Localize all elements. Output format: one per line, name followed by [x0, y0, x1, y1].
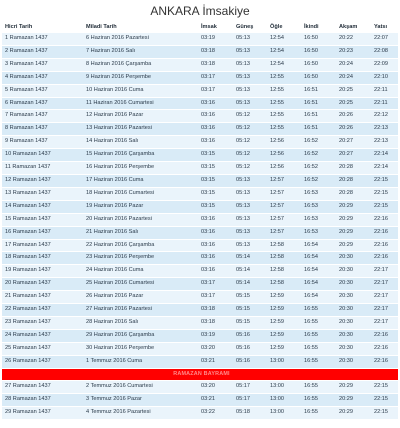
gunes-cell: 05:15: [233, 316, 267, 329]
ikindi-cell: 16:53: [301, 213, 336, 226]
hicri-date-cell: 22 Ramazan 1437: [2, 304, 83, 317]
ikindi-cell: 16:55: [301, 329, 336, 342]
table-row: [2, 239, 398, 252]
aksam-cell: 20:26: [336, 123, 371, 136]
aksam-cell: 20:30: [336, 278, 371, 291]
ikindi-cell: 16:52: [301, 162, 336, 175]
hicri-date-cell: 10 Ramazan 1437: [2, 149, 83, 162]
yatsi-cell: 22:10: [371, 71, 398, 84]
hicri-date-cell: 25 Ramazan 1437: [2, 342, 83, 355]
aksam-cell: 20:26: [336, 110, 371, 123]
table-row: [2, 110, 398, 123]
gunes-cell: 05:13: [233, 97, 267, 110]
hicri-date-cell: 2 Ramazan 1437: [2, 45, 83, 58]
ogle-cell: 12:55: [267, 97, 301, 110]
imsak-cell: 03:16: [198, 226, 233, 239]
ogle-cell: 12:56: [267, 136, 301, 149]
miladi-date-cell: 30 Haziran 2016 Perşembe: [83, 342, 198, 355]
aksam-cell: 20:29: [336, 239, 371, 252]
miladi-date-cell: 28 Haziran 2016 Salı: [83, 316, 198, 329]
table-row: [2, 33, 398, 46]
page-title: ANKARA İmsakiye: [150, 4, 250, 18]
imsak-cell: 03:19: [198, 33, 233, 46]
ogle-cell: 12:54: [267, 33, 301, 46]
ogle-cell: 12:57: [267, 200, 301, 213]
hicri-date-cell: 13 Ramazan 1437: [2, 187, 83, 200]
yatsi-cell: 22:11: [371, 97, 398, 110]
imsakiye-table: [2, 22, 398, 420]
gunes-cell: 05:14: [233, 265, 267, 278]
table-row: [2, 97, 398, 110]
hicri-date-cell: 20 Ramazan 1437: [2, 278, 83, 291]
imsak-cell: 03:15: [198, 187, 233, 200]
ogle-cell: 12:54: [267, 58, 301, 71]
miladi-date-cell: 3 Temmuz 2016 Pazar: [83, 394, 198, 407]
miladi-date-cell: 8 Haziran 2016 Çarşamba: [83, 58, 198, 71]
table-row: [2, 355, 398, 368]
yatsi-cell: 22:15: [371, 187, 398, 200]
ikindi-cell: 16:55: [301, 394, 336, 407]
ogle-cell: 12:54: [267, 45, 301, 58]
table-row: [2, 381, 398, 394]
ogle-cell: 12:56: [267, 149, 301, 162]
header-gunes: Güneş: [233, 22, 267, 33]
hicri-date-cell: 24 Ramazan 1437: [2, 329, 83, 342]
hicri-date-cell: 11 Ramazan 1437: [2, 162, 83, 175]
miladi-date-cell: 25 Haziran 2016 Cumartesi: [83, 278, 198, 291]
yatsi-cell: 22:15: [371, 394, 398, 407]
ikindi-cell: 16:55: [301, 407, 336, 420]
imsak-cell: 03:22: [198, 407, 233, 420]
table-row: [2, 265, 398, 278]
ikindi-cell: 16:52: [301, 149, 336, 162]
miladi-date-cell: 14 Haziran 2016 Salı: [83, 136, 198, 149]
ogle-cell: 12:58: [267, 265, 301, 278]
gunes-cell: 05:13: [233, 200, 267, 213]
gunes-cell: 05:14: [233, 278, 267, 291]
ogle-cell: 12:59: [267, 316, 301, 329]
yatsi-cell: 22:16: [371, 355, 398, 368]
aksam-cell: 20:30: [336, 316, 371, 329]
miladi-date-cell: 12 Haziran 2016 Pazar: [83, 110, 198, 123]
yatsi-cell: 22:15: [371, 174, 398, 187]
ogle-cell: 12:57: [267, 226, 301, 239]
ikindi-cell: 16:54: [301, 291, 336, 304]
ogle-cell: 13:00: [267, 355, 301, 368]
gunes-cell: 05:16: [233, 355, 267, 368]
imsak-cell: 03:15: [198, 149, 233, 162]
table-row: [2, 174, 398, 187]
ikindi-cell: 16:53: [301, 200, 336, 213]
ogle-cell: 12:55: [267, 71, 301, 84]
gunes-cell: 05:13: [233, 174, 267, 187]
gunes-cell: 05:13: [233, 33, 267, 46]
yatsi-cell: 22:15: [371, 381, 398, 394]
ogle-cell: 12:55: [267, 110, 301, 123]
table-header-row: [2, 22, 398, 33]
miladi-date-cell: 21 Haziran 2016 Salı: [83, 226, 198, 239]
imsak-cell: 03:16: [198, 265, 233, 278]
yatsi-cell: 22:07: [371, 33, 398, 46]
miladi-date-cell: 19 Haziran 2016 Pazar: [83, 200, 198, 213]
imsak-cell: 03:17: [198, 291, 233, 304]
hicri-date-cell: 5 Ramazan 1437: [2, 84, 83, 97]
yatsi-cell: 22:17: [371, 265, 398, 278]
imsak-cell: 03:16: [198, 239, 233, 252]
aksam-cell: 20:25: [336, 84, 371, 97]
imsak-cell: 03:15: [198, 174, 233, 187]
ogle-cell: 12:57: [267, 213, 301, 226]
ikindi-cell: 16:50: [301, 33, 336, 46]
table-row: [2, 84, 398, 97]
ogle-cell: 12:57: [267, 174, 301, 187]
ogle-cell: 12:57: [267, 187, 301, 200]
aksam-cell: 20:30: [336, 252, 371, 265]
aksam-cell: 20:28: [336, 162, 371, 175]
miladi-date-cell: 20 Haziran 2016 Pazartesi: [83, 213, 198, 226]
gunes-cell: 05:13: [233, 239, 267, 252]
gunes-cell: 05:13: [233, 58, 267, 71]
yatsi-cell: 22:16: [371, 239, 398, 252]
imsak-cell: 03:16: [198, 136, 233, 149]
gunes-cell: 05:18: [233, 407, 267, 420]
hicri-date-cell: 16 Ramazan 1437: [2, 226, 83, 239]
header-hicri: Hicri Tarih: [2, 22, 83, 33]
hicri-date-cell: 18 Ramazan 1437: [2, 252, 83, 265]
aksam-cell: 20:29: [336, 226, 371, 239]
ikindi-cell: 16:51: [301, 84, 336, 97]
hicri-date-cell: 23 Ramazan 1437: [2, 316, 83, 329]
aksam-cell: 20:29: [336, 381, 371, 394]
ogle-cell: 12:59: [267, 342, 301, 355]
ikindi-cell: 16:51: [301, 97, 336, 110]
imsak-cell: 03:20: [198, 342, 233, 355]
aksam-cell: 20:27: [336, 149, 371, 162]
ikindi-cell: 16:54: [301, 265, 336, 278]
hicri-date-cell: 1 Ramazan 1437: [2, 33, 83, 46]
header-ogle: Öğle: [267, 22, 301, 33]
hicri-date-cell: 17 Ramazan 1437: [2, 239, 83, 252]
gunes-cell: 05:15: [233, 304, 267, 317]
yatsi-cell: 22:17: [371, 291, 398, 304]
ogle-cell: 13:00: [267, 394, 301, 407]
imsak-cell: 03:16: [198, 213, 233, 226]
header-yatsi: Yatsı: [371, 22, 398, 33]
table-row: [2, 278, 398, 291]
ogle-cell: 13:00: [267, 381, 301, 394]
gunes-cell: 05:12: [233, 110, 267, 123]
hicri-date-cell: 29 Ramazan 1437: [2, 407, 83, 420]
miladi-date-cell: 17 Haziran 2016 Cuma: [83, 174, 198, 187]
aksam-cell: 20:25: [336, 97, 371, 110]
ikindi-cell: 16:55: [301, 304, 336, 317]
aksam-cell: 20:23: [336, 45, 371, 58]
ogle-cell: 13:00: [267, 407, 301, 420]
imsak-cell: 03:18: [198, 45, 233, 58]
aksam-cell: 20:29: [336, 394, 371, 407]
gunes-cell: 05:12: [233, 149, 267, 162]
imsak-cell: 03:19: [198, 329, 233, 342]
imsak-cell: 03:18: [198, 304, 233, 317]
header-aksam: Akşam: [336, 22, 371, 33]
ogle-cell: 12:59: [267, 291, 301, 304]
imsak-cell: 03:17: [198, 278, 233, 291]
gunes-cell: 05:13: [233, 226, 267, 239]
table-row: [2, 226, 398, 239]
yatsi-cell: 22:15: [371, 407, 398, 420]
ogle-cell: 12:58: [267, 252, 301, 265]
gunes-cell: 05:12: [233, 162, 267, 175]
imsak-cell: 03:16: [198, 97, 233, 110]
yatsi-cell: 22:14: [371, 149, 398, 162]
table-row: [2, 200, 398, 213]
table-row: [2, 407, 398, 420]
ogle-cell: 12:55: [267, 123, 301, 136]
yatsi-cell: 22:14: [371, 162, 398, 175]
yatsi-cell: 22:12: [371, 110, 398, 123]
table-row: [2, 45, 398, 58]
yatsi-cell: 22:08: [371, 45, 398, 58]
yatsi-cell: 22:17: [371, 316, 398, 329]
yatsi-cell: 22:13: [371, 123, 398, 136]
imsak-cell: 03:15: [198, 162, 233, 175]
imsak-cell: 03:17: [198, 84, 233, 97]
table-row: [2, 291, 398, 304]
aksam-cell: 20:30: [336, 265, 371, 278]
table-row: [2, 316, 398, 329]
aksam-cell: 20:22: [336, 33, 371, 46]
hicri-date-cell: 28 Ramazan 1437: [2, 394, 83, 407]
ikindi-cell: 16:54: [301, 278, 336, 291]
yatsi-cell: 22:16: [371, 329, 398, 342]
ikindi-cell: 16:55: [301, 381, 336, 394]
table-row: [2, 252, 398, 265]
imsak-cell: 03:18: [198, 316, 233, 329]
gunes-cell: 05:13: [233, 187, 267, 200]
aksam-cell: 20:30: [336, 304, 371, 317]
gunes-cell: 05:12: [233, 136, 267, 149]
hicri-date-cell: 27 Ramazan 1437: [2, 381, 83, 394]
gunes-cell: 05:17: [233, 381, 267, 394]
ikindi-cell: 16:52: [301, 136, 336, 149]
ikindi-cell: 16:50: [301, 58, 336, 71]
yatsi-cell: 22:16: [371, 213, 398, 226]
ogle-cell: 12:58: [267, 278, 301, 291]
bayram-label: RAMAZAN BAYRAMI: [2, 368, 398, 381]
yatsi-cell: 22:13: [371, 136, 398, 149]
miladi-date-cell: 26 Haziran 2016 Pazar: [83, 291, 198, 304]
table-row: [2, 123, 398, 136]
miladi-date-cell: 9 Haziran 2016 Perşembe: [83, 71, 198, 84]
hicri-date-cell: 19 Ramazan 1437: [2, 265, 83, 278]
hicri-date-cell: 9 Ramazan 1437: [2, 136, 83, 149]
ikindi-cell: 16:50: [301, 71, 336, 84]
imsak-cell: 03:16: [198, 123, 233, 136]
hicri-date-cell: 7 Ramazan 1437: [2, 110, 83, 123]
table-row: [2, 71, 398, 84]
table-row: [2, 149, 398, 162]
aksam-cell: 20:28: [336, 187, 371, 200]
ikindi-cell: 16:55: [301, 316, 336, 329]
gunes-cell: 05:13: [233, 45, 267, 58]
miladi-date-cell: 18 Haziran 2016 Cumartesi: [83, 187, 198, 200]
gunes-cell: 05:12: [233, 123, 267, 136]
hicri-date-cell: 8 Ramazan 1437: [2, 123, 83, 136]
miladi-date-cell: 2 Temmuz 2016 Cumartesi: [83, 381, 198, 394]
gunes-cell: 05:16: [233, 329, 267, 342]
miladi-date-cell: 16 Haziran 2016 Perşembe: [83, 162, 198, 175]
hicri-date-cell: 21 Ramazan 1437: [2, 291, 83, 304]
aksam-cell: 20:29: [336, 407, 371, 420]
miladi-date-cell: 27 Haziran 2016 Pazartesi: [83, 304, 198, 317]
hicri-date-cell: 14 Ramazan 1437: [2, 200, 83, 213]
gunes-cell: 05:14: [233, 252, 267, 265]
header-imsak: İmsak: [198, 22, 233, 33]
table-row: [2, 136, 398, 149]
ogle-cell: 12:58: [267, 239, 301, 252]
imsak-cell: 03:21: [198, 355, 233, 368]
ikindi-cell: 16:51: [301, 123, 336, 136]
ikindi-cell: 16:54: [301, 252, 336, 265]
aksam-cell: 20:24: [336, 58, 371, 71]
gunes-cell: 05:16: [233, 342, 267, 355]
yatsi-cell: 22:11: [371, 84, 398, 97]
ogle-cell: 12:56: [267, 162, 301, 175]
miladi-date-cell: 10 Haziran 2016 Cuma: [83, 84, 198, 97]
table-row: [2, 187, 398, 200]
miladi-date-cell: 1 Temmuz 2016 Cuma: [83, 355, 198, 368]
aksam-cell: 20:30: [336, 291, 371, 304]
gunes-cell: 05:13: [233, 213, 267, 226]
ikindi-cell: 16:53: [301, 187, 336, 200]
table-body: [2, 33, 398, 420]
yatsi-cell: 22:16: [371, 342, 398, 355]
imsak-cell: 03:16: [198, 110, 233, 123]
gunes-cell: 05:15: [233, 291, 267, 304]
header-miladi: Miladi Tarih: [83, 22, 198, 33]
ikindi-cell: 16:53: [301, 226, 336, 239]
hicri-date-cell: 3 Ramazan 1437: [2, 58, 83, 71]
bayram-separator-row: [2, 368, 398, 381]
imsak-cell: 03:17: [198, 71, 233, 84]
table-row: [2, 213, 398, 226]
aksam-cell: 20:29: [336, 213, 371, 226]
yatsi-cell: 22:17: [371, 278, 398, 291]
aksam-cell: 20:27: [336, 136, 371, 149]
gunes-cell: 05:13: [233, 71, 267, 84]
imsak-cell: 03:16: [198, 252, 233, 265]
miladi-date-cell: 22 Haziran 2016 Çarşamba: [83, 239, 198, 252]
table-row: [2, 162, 398, 175]
header-ikindi: İkindi: [301, 22, 336, 33]
table-row: [2, 304, 398, 317]
ikindi-cell: 16:51: [301, 110, 336, 123]
yatsi-cell: 22:15: [371, 200, 398, 213]
table-row: [2, 394, 398, 407]
miladi-date-cell: 4 Temmuz 2016 Pazartesi: [83, 407, 198, 420]
hicri-date-cell: 12 Ramazan 1437: [2, 174, 83, 187]
aksam-cell: 20:24: [336, 71, 371, 84]
aksam-cell: 20:28: [336, 174, 371, 187]
hicri-date-cell: 15 Ramazan 1437: [2, 213, 83, 226]
ikindi-cell: 16:50: [301, 45, 336, 58]
hicri-date-cell: 6 Ramazan 1437: [2, 97, 83, 110]
hicri-date-cell: 26 Ramazan 1437: [2, 355, 83, 368]
ikindi-cell: 16:55: [301, 355, 336, 368]
ogle-cell: 12:59: [267, 329, 301, 342]
aksam-cell: 20:30: [336, 329, 371, 342]
table-row: [2, 329, 398, 342]
miladi-date-cell: 6 Haziran 2016 Pazartesi: [83, 33, 198, 46]
gunes-cell: 05:17: [233, 394, 267, 407]
yatsi-cell: 22:17: [371, 304, 398, 317]
miladi-date-cell: 7 Haziran 2016 Salı: [83, 45, 198, 58]
ogle-cell: 12:59: [267, 304, 301, 317]
miladi-date-cell: 29 Haziran 2016 Çarşamba: [83, 329, 198, 342]
table-row: [2, 342, 398, 355]
imsak-cell: 03:15: [198, 200, 233, 213]
ikindi-cell: 16:52: [301, 174, 336, 187]
ikindi-cell: 16:54: [301, 239, 336, 252]
gunes-cell: 05:13: [233, 84, 267, 97]
miladi-date-cell: 13 Haziran 2016 Pazartesi: [83, 123, 198, 136]
yatsi-cell: 22:16: [371, 226, 398, 239]
hicri-date-cell: 4 Ramazan 1437: [2, 71, 83, 84]
miladi-date-cell: 11 Haziran 2016 Cumartesi: [83, 97, 198, 110]
aksam-cell: 20:29: [336, 200, 371, 213]
ikindi-cell: 16:55: [301, 342, 336, 355]
aksam-cell: 20:30: [336, 355, 371, 368]
ogle-cell: 12:55: [267, 84, 301, 97]
table-row: [2, 58, 398, 71]
miladi-date-cell: 24 Haziran 2016 Cuma: [83, 265, 198, 278]
aksam-cell: 20:30: [336, 342, 371, 355]
yatsi-cell: 22:09: [371, 58, 398, 71]
miladi-date-cell: 15 Haziran 2016 Çarşamba: [83, 149, 198, 162]
imsak-cell: 03:20: [198, 381, 233, 394]
miladi-date-cell: 23 Haziran 2016 Perşembe: [83, 252, 198, 265]
imsak-cell: 03:18: [198, 58, 233, 71]
yatsi-cell: 22:16: [371, 252, 398, 265]
imsak-cell: 03:21: [198, 394, 233, 407]
